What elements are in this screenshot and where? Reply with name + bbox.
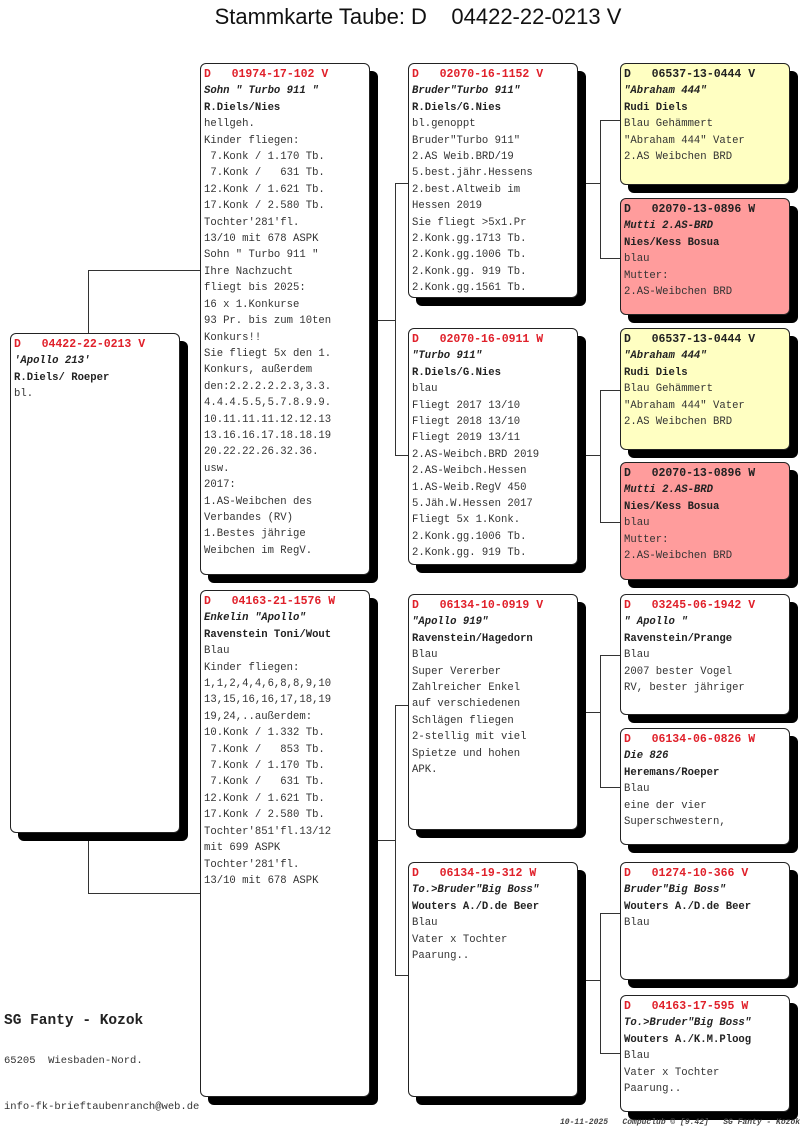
info-line: 2017: bbox=[204, 479, 236, 492]
info-line: 17.Konk / 2.580 Tb. bbox=[204, 809, 325, 822]
connector-line bbox=[600, 258, 620, 259]
info-line: Blau Gehämmert bbox=[624, 383, 714, 396]
info-line: 2.Konk.gg.1006 Tb. bbox=[412, 530, 527, 543]
pigeon-name: To.>Bruder"Big Boss" bbox=[624, 1017, 752, 1030]
connector-line bbox=[88, 833, 89, 894]
breeder: R.Diels/Nies bbox=[204, 101, 281, 114]
info-line: 2.AS Weibchen BRD bbox=[624, 416, 733, 429]
info-line: "Abraham 444" Vater bbox=[624, 399, 745, 412]
pigeon-name: "Abraham 444" bbox=[624, 350, 707, 363]
info-line: 2.AS-Weibch.Hessen bbox=[412, 465, 527, 478]
info-line: Fliegt 2017 13/10 bbox=[412, 399, 521, 412]
connector-line bbox=[600, 120, 620, 121]
breeder: Wouters A./D.de Beer bbox=[624, 900, 752, 913]
info-line: Konkurs, außerdem bbox=[204, 364, 313, 377]
pigeon-card-dds[interactable] bbox=[620, 862, 790, 980]
pigeon-card-ddd[interactable] bbox=[620, 995, 790, 1112]
info-line: Kinder fliegen: bbox=[204, 661, 300, 674]
connector-line bbox=[395, 705, 396, 975]
print-footer: 10-11-2025 Compuclub © [9.42] SG Fanty - Kozok bbox=[560, 1118, 800, 1127]
breeder: Ravenstein Toni/Wout bbox=[204, 628, 332, 641]
pigeon-name: Bruder"Turbo 911" bbox=[412, 85, 521, 98]
breeder: Wouters A./K.M.Ploog bbox=[624, 1033, 752, 1046]
info-line: 1.AS-Weibchen des bbox=[204, 495, 313, 508]
connector-line bbox=[600, 390, 601, 522]
pigeon-card-sdd[interactable] bbox=[620, 462, 790, 580]
info-line: Ihre Nachzucht bbox=[204, 265, 294, 278]
breeder: Wouters A./D.de Beer bbox=[412, 900, 540, 913]
info-line: fliegt bis 2025: bbox=[204, 282, 306, 295]
connector-line bbox=[88, 893, 200, 894]
pigeon-card-ds[interactable] bbox=[408, 594, 578, 830]
pigeon-card-sire[interactable] bbox=[200, 63, 370, 575]
club-address: 65205 Wiesbaden-Nord. bbox=[4, 1055, 143, 1067]
pigeon-name: Mutti 2.AS-BRD bbox=[624, 220, 714, 233]
info-line: Blau Gehämmert bbox=[624, 118, 714, 131]
info-line: Fliegt 2019 13/11 bbox=[412, 432, 521, 445]
pigeon-name: Bruder"Big Boss" bbox=[624, 884, 726, 897]
info-line: 20.22.22.26.32.36. bbox=[204, 446, 319, 459]
pigeon-card-ss[interactable] bbox=[408, 63, 578, 298]
connector-line bbox=[600, 787, 620, 788]
info-line: Konkurs!! bbox=[204, 331, 262, 344]
info-line: 2.Konk.gg.1713 Tb. bbox=[412, 233, 527, 246]
info-line: 93 Pr. bis zum 10ten bbox=[204, 315, 332, 328]
info-line: Sie fliegt 5x den 1. bbox=[204, 347, 332, 360]
info-line: 2.AS Weibchen BRD bbox=[624, 151, 733, 164]
info-line: 4.4.4.5.5,5.7.8.9.9. bbox=[204, 397, 332, 410]
info-line: 12.Konk / 1.621 Tb. bbox=[204, 183, 325, 196]
ring-number: D 02070-13-0896 W bbox=[624, 203, 756, 216]
info-line: 13.16.16.17.18.18.19 bbox=[204, 429, 332, 442]
info-line: hellgeh. bbox=[204, 118, 255, 131]
info-line: Blau bbox=[624, 1050, 650, 1063]
info-line: Vater x Tochter bbox=[412, 933, 508, 946]
info-line: Weibchen im RegV. bbox=[204, 544, 313, 557]
page-title: Stammkarte Taube: D 04422-22-0213 V bbox=[214, 4, 622, 29]
pigeon-name: "Apollo 919" bbox=[412, 616, 489, 629]
info-line: 2.Konk.gg.1561 Tb. bbox=[412, 282, 527, 295]
info-line: Fliegt 5x 1.Konk. bbox=[412, 514, 521, 527]
info-line: Blau bbox=[624, 649, 650, 662]
info-line: Tochter'281'fl. bbox=[204, 858, 300, 871]
info-line: 7.Konk / 853 Tb. bbox=[204, 743, 325, 756]
connector-line bbox=[600, 390, 620, 391]
info-line: 2.AS-Weibch.BRD 2019 bbox=[412, 448, 540, 461]
ring-number: D 06537-13-0444 V bbox=[624, 68, 756, 81]
info-line: 7.Konk / 631 Tb. bbox=[204, 776, 325, 789]
pigeon-name: Mutti 2.AS-BRD bbox=[624, 484, 714, 497]
info-line: Tochter'281'fl. bbox=[204, 216, 300, 229]
info-line: Vater x Tochter bbox=[624, 1066, 720, 1079]
info-line: Sie fliegt >5x1.Pr bbox=[412, 216, 527, 229]
breeder: Nies/Kess Bosua bbox=[624, 500, 720, 513]
connector-line bbox=[378, 320, 395, 321]
ring-number: D 04163-21-1576 W bbox=[204, 595, 336, 608]
info-line: Blau bbox=[412, 649, 438, 662]
info-line: 1.AS-Weib.RegV 450 bbox=[412, 481, 527, 494]
info-line: Zahlreicher Enkel bbox=[412, 682, 521, 695]
connector-line bbox=[395, 183, 396, 455]
ring-number: D 06134-19-312 W bbox=[412, 867, 537, 880]
connector-line bbox=[586, 712, 600, 713]
info-line: 2.AS-Weibchen BRD bbox=[624, 286, 733, 299]
info-line: Sohn " Turbo 911 " bbox=[204, 249, 319, 262]
info-line: 2.AS-Weibchen BRD bbox=[624, 550, 733, 563]
connector-line bbox=[600, 913, 620, 914]
info-line: blau bbox=[624, 517, 650, 530]
ring-number: D 01274-10-366 V bbox=[624, 867, 749, 880]
info-line: Verbandes (RV) bbox=[204, 511, 294, 524]
pigeon-name: Die 826 bbox=[624, 750, 669, 763]
pigeon-name: To.>Bruder"Big Boss" bbox=[412, 884, 540, 897]
info-line: Mutter: bbox=[624, 269, 669, 282]
info-line: 2.Konk.gg. 919 Tb. bbox=[412, 265, 527, 278]
club-name: SG Fanty - Kozok bbox=[4, 1013, 144, 1029]
info-line: blau bbox=[412, 383, 438, 396]
info-line: Blau bbox=[204, 645, 230, 658]
info-line: Hessen 2019 bbox=[412, 200, 482, 213]
connector-line bbox=[586, 455, 600, 456]
connector-line bbox=[600, 120, 601, 258]
breeder: Heremans/Roeper bbox=[624, 766, 720, 779]
ring-number: D 04163-17-595 W bbox=[624, 1000, 749, 1013]
connector-line bbox=[378, 840, 395, 841]
info-line: Tochter'851'fl.13/12 bbox=[204, 825, 332, 838]
info-line: Paarung.. bbox=[624, 1083, 682, 1096]
breeder: R.Diels/G.Nies bbox=[412, 101, 502, 114]
info-line: mit 699 ASPK bbox=[204, 842, 281, 855]
pigeon-card-dam[interactable] bbox=[200, 590, 370, 1097]
club-email[interactable]: info-fk-brieftaubenranch@web.de bbox=[4, 1101, 200, 1113]
connector-line bbox=[600, 522, 620, 523]
pigeon-card-sds[interactable] bbox=[620, 328, 790, 450]
info-line: 7.Konk / 1.170 Tb. bbox=[204, 151, 325, 164]
info-line: Blau bbox=[624, 783, 650, 796]
info-line: 2.AS Weib.BRD/19 bbox=[412, 151, 514, 164]
connector-line bbox=[88, 270, 89, 333]
info-line: Superschwestern, bbox=[624, 816, 726, 829]
info-line: 13,15,16,16,17,18,19 bbox=[204, 694, 332, 707]
info-line: RV, bester jähriger bbox=[624, 682, 745, 695]
breeder: R.Diels/G.Nies bbox=[412, 366, 502, 379]
info-line: 5.Jäh.W.Hessen 2017 bbox=[412, 498, 533, 511]
breeder: Ravenstein/Prange bbox=[624, 632, 733, 645]
info-line: Paarung.. bbox=[412, 950, 470, 963]
connector-line bbox=[395, 705, 408, 706]
info-line: blau bbox=[624, 253, 650, 266]
info-line: Mutter: bbox=[624, 533, 669, 546]
pigeon-card-subject[interactable] bbox=[10, 333, 180, 833]
pigeon-name: Enkelin "Apollo" bbox=[204, 612, 306, 625]
breeder: Nies/Kess Bosua bbox=[624, 236, 720, 249]
info-line: Blau bbox=[412, 917, 438, 930]
pigeon-name: "Abraham 444" bbox=[624, 85, 707, 98]
connector-line bbox=[586, 980, 600, 981]
info-line: Schlägen fliegen bbox=[412, 714, 514, 727]
info-line: den:2.2.2.2.2.3,3.3. bbox=[204, 380, 332, 393]
breeder: R.Diels/ Roeper bbox=[14, 371, 110, 384]
ring-number: D 01974-17-102 V bbox=[204, 68, 329, 81]
info-line: 1,1,2,4,4,6,8,8,9,10 bbox=[204, 678, 332, 691]
info-line: 2.Konk.gg. 919 Tb. bbox=[412, 547, 527, 560]
info-line: APK. bbox=[412, 764, 438, 777]
info-line: 12.Konk / 1.621 Tb. bbox=[204, 792, 325, 805]
info-line: Blau bbox=[624, 917, 650, 930]
pigeon-name: "Turbo 911" bbox=[412, 350, 482, 363]
ring-number: D 02070-13-0896 W bbox=[624, 467, 756, 480]
info-line: 2.Konk.gg.1006 Tb. bbox=[412, 249, 527, 262]
info-line: Kinder fliegen: bbox=[204, 134, 300, 147]
info-line: Fliegt 2018 13/10 bbox=[412, 416, 521, 429]
info-line: 7.Konk / 1.170 Tb. bbox=[204, 760, 325, 773]
info-line: bl. bbox=[14, 388, 34, 401]
pigeon-card-dss[interactable] bbox=[620, 594, 790, 715]
info-line: 10.11.11.11.12.12.13 bbox=[204, 413, 332, 426]
info-line: Spietze und hohen bbox=[412, 747, 521, 760]
info-line: auf verschiedenen bbox=[412, 698, 521, 711]
connector-line bbox=[600, 655, 620, 656]
connector-line bbox=[395, 455, 408, 456]
info-line: 13/10 mit 678 ASPK bbox=[204, 233, 319, 246]
info-line: Bruder"Turbo 911" bbox=[412, 134, 521, 147]
info-line: 7.Konk / 631 Tb. bbox=[204, 167, 325, 180]
pigeon-name: " Apollo " bbox=[624, 616, 688, 629]
ring-number: D 02070-16-0911 W bbox=[412, 333, 544, 346]
info-line: eine der vier bbox=[624, 799, 707, 812]
pigeon-name: 'Apollo 213' bbox=[14, 355, 91, 368]
pigeon-card-dsd[interactable] bbox=[620, 728, 790, 845]
info-line: 10.Konk / 1.332 Tb. bbox=[204, 727, 325, 740]
info-line: Super Vererber bbox=[412, 665, 502, 678]
breeder: Rudi Diels bbox=[624, 101, 688, 114]
pigeon-card-ssd[interactable] bbox=[620, 198, 790, 315]
info-line: 2.best.Altweib im bbox=[412, 183, 521, 196]
breeder: Ravenstein/Hagedorn bbox=[412, 632, 533, 645]
info-line: 17.Konk / 2.580 Tb. bbox=[204, 200, 325, 213]
pigeon-name: Sohn " Turbo 911 " bbox=[204, 85, 319, 98]
ring-number: D 03245-06-1942 V bbox=[624, 599, 756, 612]
ring-number: D 06134-06-0826 W bbox=[624, 733, 756, 746]
connector-line bbox=[600, 1053, 620, 1054]
ring-number: D 06134-10-0919 V bbox=[412, 599, 544, 612]
connector-line bbox=[600, 655, 601, 787]
info-line: 19,24,..außerdem: bbox=[204, 710, 313, 723]
info-line: "Abraham 444" Vater bbox=[624, 134, 745, 147]
connector-line bbox=[600, 913, 601, 1053]
pigeon-card-dd[interactable] bbox=[408, 862, 578, 1097]
pigeon-card-sss[interactable] bbox=[620, 63, 790, 185]
info-line: 2007 bester Vogel bbox=[624, 665, 733, 678]
connector-line bbox=[586, 183, 600, 184]
info-line: 13/10 mit 678 ASPK bbox=[204, 874, 319, 887]
breeder: Rudi Diels bbox=[624, 366, 688, 379]
info-line: 5.best.jähr.Hessens bbox=[412, 167, 533, 180]
ring-number: D 06537-13-0444 V bbox=[624, 333, 756, 346]
info-line: usw. bbox=[204, 462, 230, 475]
ring-number: D 02070-16-1152 V bbox=[412, 68, 544, 81]
connector-line bbox=[88, 270, 200, 271]
connector-line bbox=[395, 183, 408, 184]
info-line: 1.Bestes jährige bbox=[204, 528, 306, 541]
info-line: bl.genoppt bbox=[412, 118, 476, 131]
info-line: 16 x 1.Konkurse bbox=[204, 298, 300, 311]
connector-line bbox=[395, 975, 408, 976]
pigeon-card-sd[interactable] bbox=[408, 328, 578, 565]
ring-number: D 04422-22-0213 V bbox=[14, 338, 146, 351]
info-line: 2-stellig mit viel bbox=[412, 731, 527, 744]
